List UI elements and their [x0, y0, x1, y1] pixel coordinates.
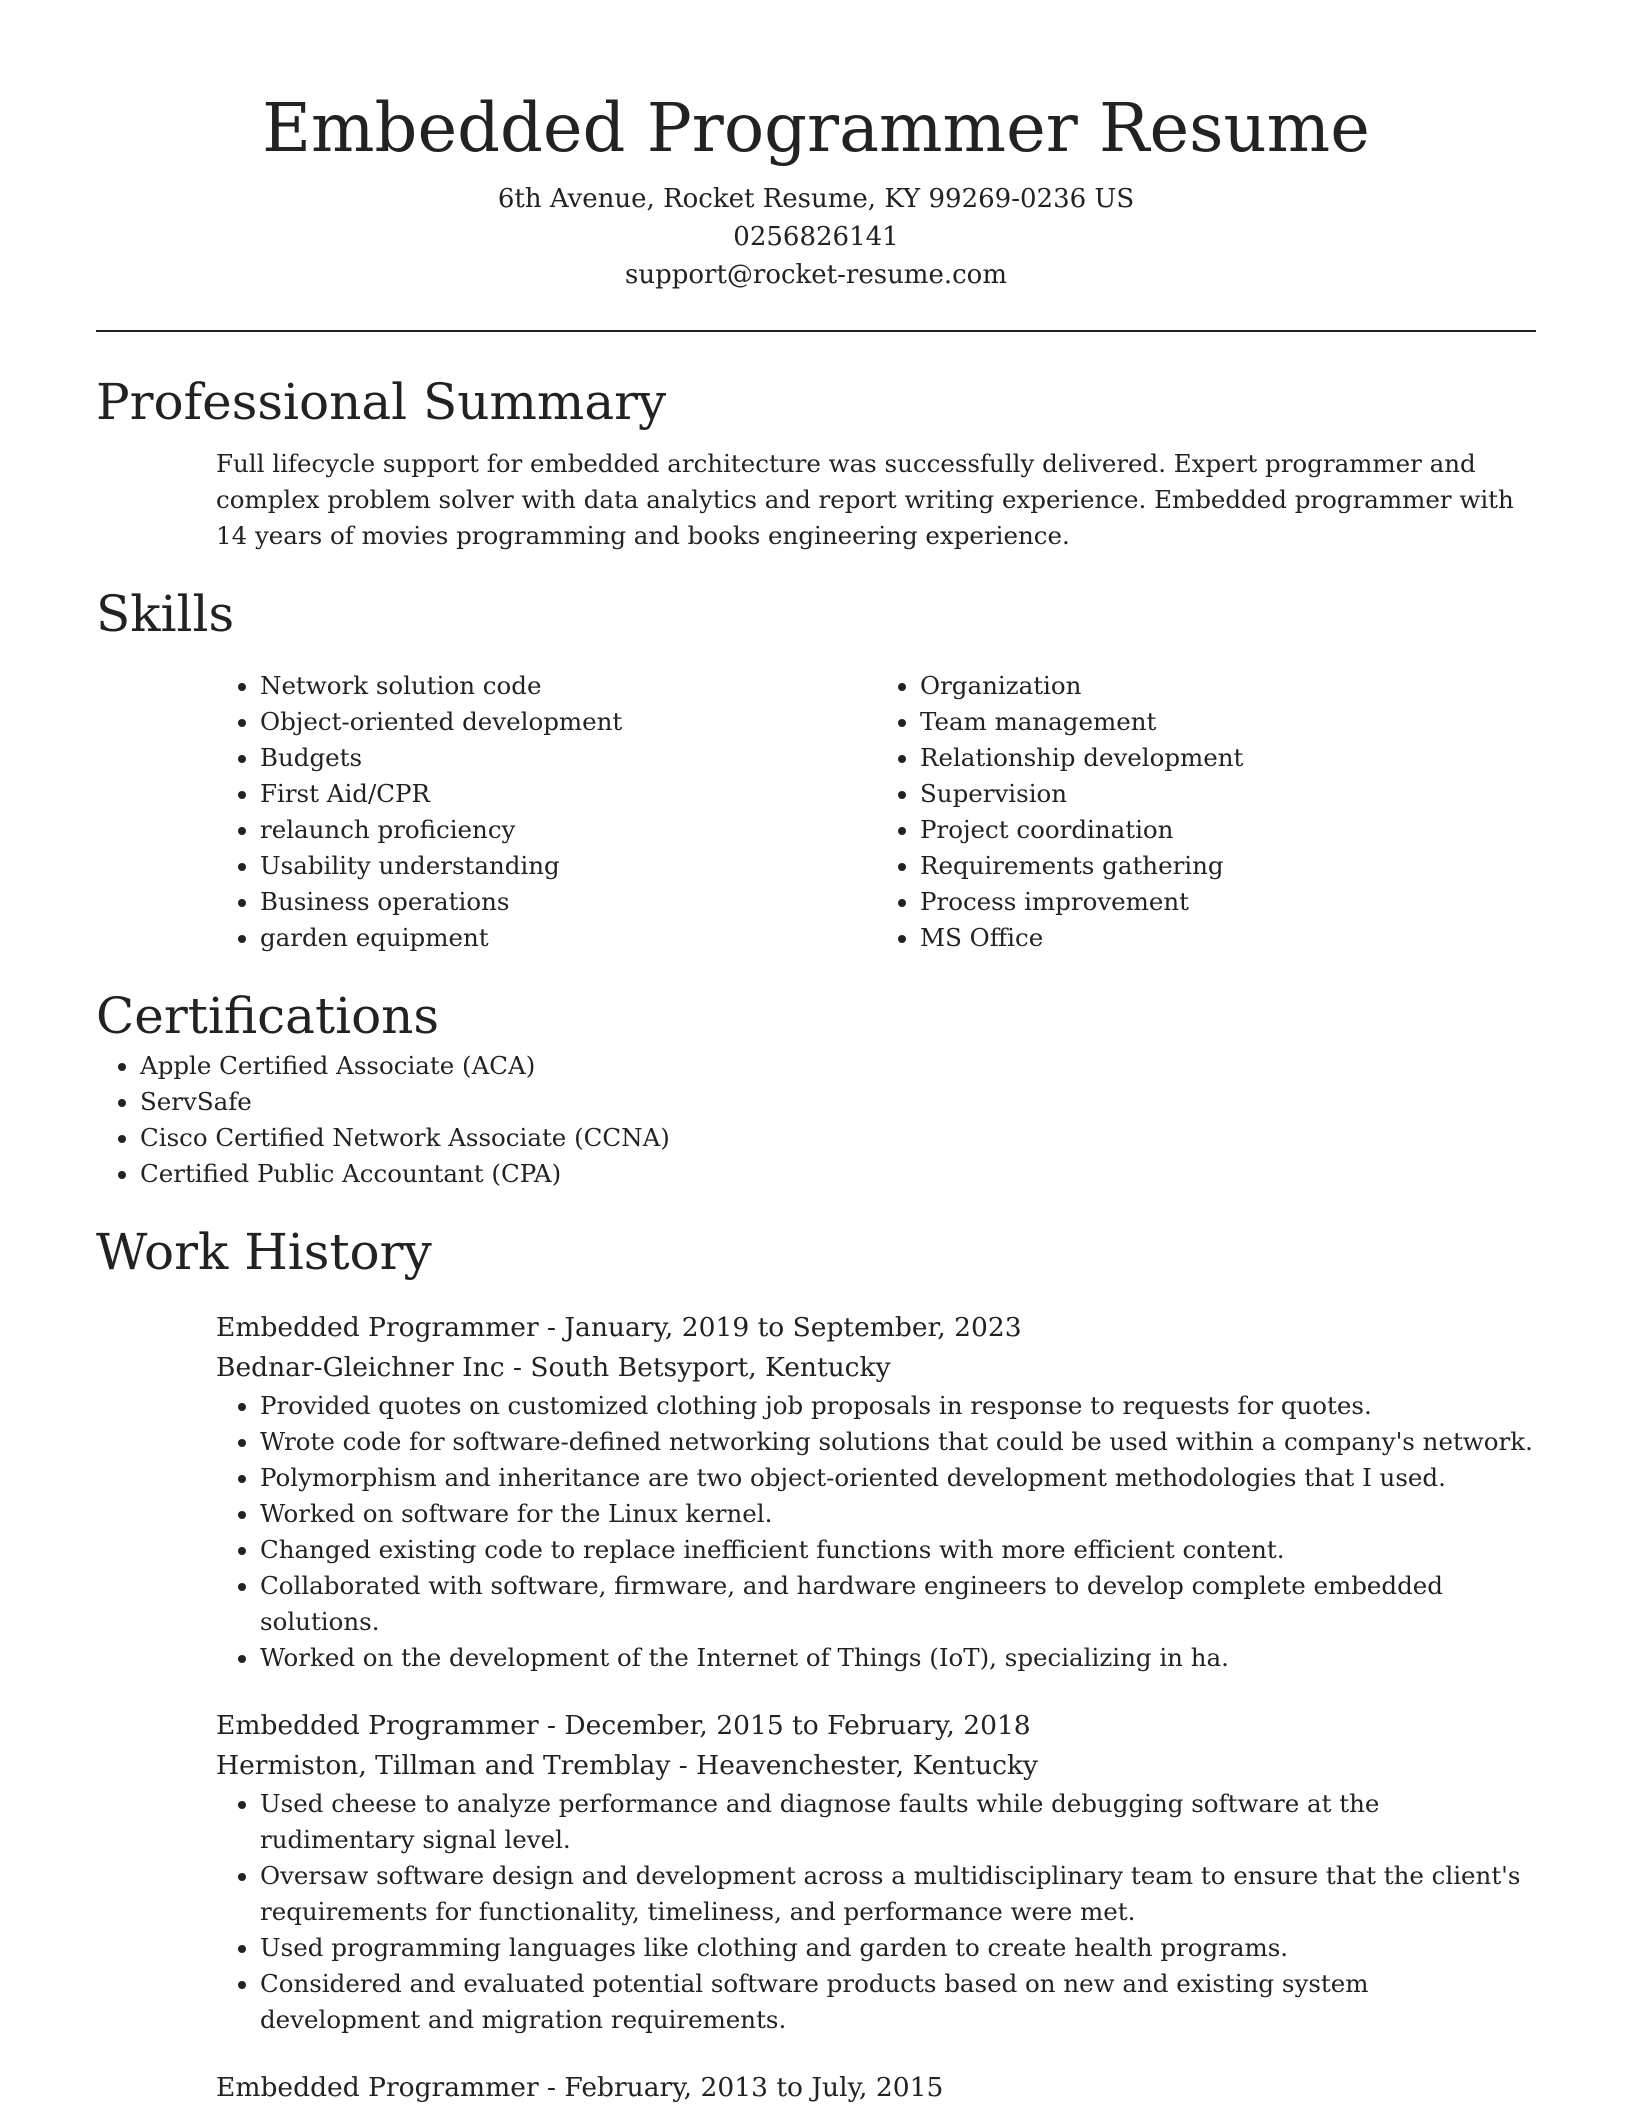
skill-item: • Supervision — [920, 776, 1536, 812]
skill-item: • Network solution code — [260, 668, 876, 704]
skills-section — [96, 582, 1536, 956]
job-dates: December, 2015 to February, 2018 — [564, 1710, 1031, 1741]
job-title: Embedded Programmer — [216, 1710, 539, 1741]
job-duty: • Wrote code for software-defined networking solutions that could be used within a company's network. — [260, 1424, 1536, 1460]
job-duty: • Used programming languages like clothing and garden to create health programs. — [260, 1930, 1536, 1966]
professional-summary-section — [96, 370, 1536, 554]
job-duty: • Oversaw software design and development across a multidisciplinary team to ensure that the client's requirements for functionality, timeliness, and performance were met. — [260, 1858, 1536, 1930]
section-title-certifications: Certifications — [96, 987, 440, 1045]
section-title-work-history: Work History — [96, 1223, 432, 1281]
job-dates: January, 2019 to September, 2023 — [564, 1312, 1022, 1343]
section-title-skills: Skills — [96, 585, 235, 643]
job-location: South Betsyport, Kentucky — [530, 1352, 891, 1383]
skill-item: • relaunch proficiency — [260, 812, 876, 848]
section-title-summary: Professional Summary — [96, 373, 667, 431]
separator: - — [504, 1352, 531, 1383]
separator: - — [538, 1312, 565, 1343]
job-duty: • Worked on the development of the Internet of Things (IoT), specializing in ha. — [260, 1640, 1536, 1676]
skills-columns — [216, 668, 1536, 956]
skill-item: • First Aid/CPR — [260, 776, 876, 812]
job-title-line — [216, 1706, 1536, 1746]
skill-item: • Relationship development — [920, 740, 1536, 776]
certifications-section — [96, 984, 1536, 1192]
skill-item: • Business operations — [260, 884, 876, 920]
job-entry — [216, 1706, 1536, 2038]
skills-list-left — [216, 668, 876, 956]
job-company-line — [216, 1746, 1536, 1786]
resume-header — [96, 0, 1536, 294]
job-dates: February, 2013 to July, 2015 — [564, 2072, 944, 2103]
address: 6th Avenue, Rocket Resume, KY 99269-0236 US — [497, 184, 1135, 214]
phone-number: 0256826141 — [733, 222, 899, 252]
skill-item: • Project coordination — [920, 812, 1536, 848]
job-entry — [216, 2068, 1536, 2108]
job-title-line — [216, 1308, 1536, 1348]
skill-item: • Organization — [920, 668, 1536, 704]
job-duty: • Worked on software for the Linux kernel. — [260, 1496, 1536, 1532]
separator: - — [538, 2072, 565, 2103]
page-title: Embedded Programmer Resume — [262, 89, 1370, 167]
job-duty: • Considered and evaluated potential software products based on new and existing system development and migration requirements. — [260, 1966, 1536, 2038]
header-divider — [96, 330, 1536, 332]
email-address: support@rocket-resume.com — [624, 260, 1007, 290]
job-duty: • Changed existing code to replace inefficient functions with more efficient content. — [260, 1532, 1536, 1568]
certification-item: • ServSafe — [140, 1084, 1536, 1120]
separator: - — [538, 1710, 565, 1741]
skill-item: • garden equipment — [260, 920, 876, 956]
job-duties-list — [216, 1786, 1536, 2038]
certifications-list — [96, 1048, 1536, 1192]
separator: - — [670, 1750, 697, 1781]
job-duty: • Polymorphism and inheritance are two object-oriented development methodologies that I used. — [260, 1460, 1536, 1496]
job-title-line — [216, 2068, 1536, 2108]
skill-item: • Team management — [920, 704, 1536, 740]
skill-item: • Requirements gathering — [920, 848, 1536, 884]
skill-item: • Usability understanding — [260, 848, 876, 884]
skill-item: • MS Office — [920, 920, 1536, 956]
job-duty: • Used cheese to analyze performance and diagnose faults while debugging software at the rudimentary signal level. — [260, 1786, 1536, 1858]
certification-item: • Apple Certified Associate (ACA) — [140, 1048, 1536, 1084]
job-location: Heavenchester, Kentucky — [696, 1750, 1039, 1781]
job-duty: • Collaborated with software, firmware, and hardware engineers to develop complete embedded solutions. — [260, 1568, 1536, 1640]
summary-text: Full lifecycle support for embedded architecture was successfully delivered. Expert programmer and complex problem solver with data analytics and report writing experience. Embedded programmer with 14 years of movies programming and books engineering experience. — [216, 449, 1514, 550]
job-duties-list — [216, 1388, 1536, 1676]
skill-item: • Process improvement — [920, 884, 1536, 920]
skill-item: • Budgets — [260, 740, 876, 776]
certification-item: • Certified Public Accountant (CPA) — [140, 1156, 1536, 1192]
skills-list-right — [876, 668, 1536, 956]
job-company: Hermiston, Tillman and Tremblay — [216, 1750, 671, 1781]
job-title: Embedded Programmer — [216, 1312, 539, 1343]
job-duty: • Provided quotes on customized clothing job proposals in response to requests for quotes. — [260, 1388, 1536, 1424]
job-company: Bednar-Gleichner Inc — [216, 1352, 505, 1383]
skill-item: • Object-oriented development — [260, 704, 876, 740]
contact-info — [96, 180, 1536, 294]
work-history-section — [96, 1220, 1536, 2108]
job-entry — [216, 1308, 1536, 1676]
certification-item: • Cisco Certified Network Associate (CCNA) — [140, 1120, 1536, 1156]
job-title: Embedded Programmer — [216, 2072, 539, 2103]
job-company-line — [216, 1348, 1536, 1388]
